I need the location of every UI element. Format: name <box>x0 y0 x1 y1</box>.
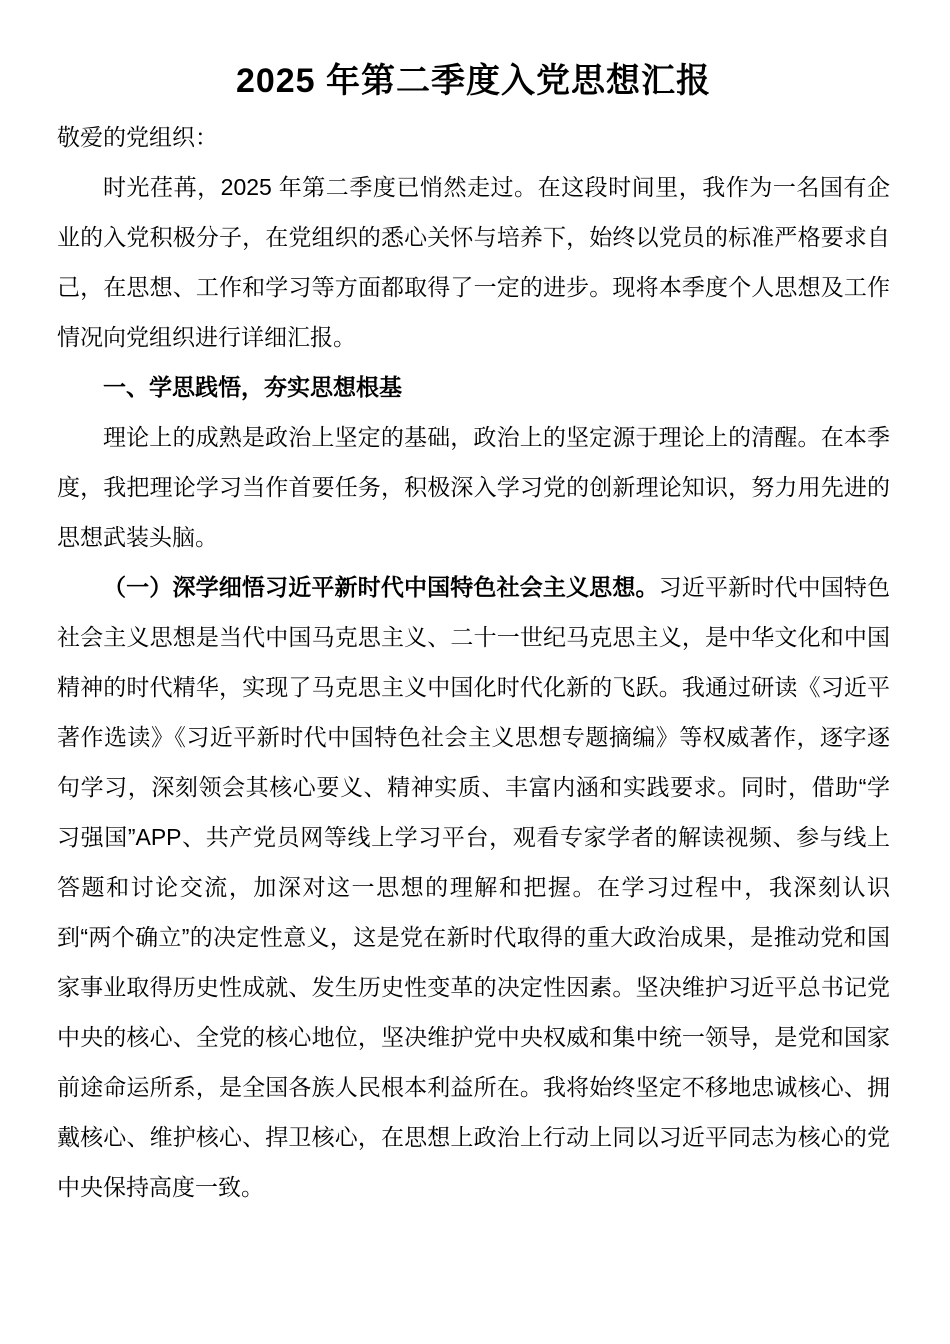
item-1-lead-text: （一）深学细悟习近平新时代中国特色社会主义思想。 <box>103 574 659 600</box>
document-title: 2025 年第二季度入党思想汇报 <box>235 62 712 100</box>
section-1-intro-paragraph: 理论上的成熟是政治上坚定的基础，政治上的坚定源于理论上的清醒。在本季度，我把理论学习当作首要任务，积极深入学习党的创新理论知识，努力用先进的思想武装头脑。 <box>57 424 890 550</box>
intro-paragraph: 时光荏苒，2025 年第二季度已悄然走过。在这段时间里，我作为一名国有企业的入党积极分子，在党组织的悉心关怀与培养下，始终以党员的标准严格要求自己，在思想、工作和学习等方面都取得了一定的进步。现将本季度个人思想及工作情况向党组织进行详细汇报。 <box>57 174 890 350</box>
section-1-heading: 一、学思践悟，夯实思想根基 <box>103 374 402 400</box>
item-1-body-text: 习近平新时代中国特色社会主义思想是当代中国马克思主义、二十一世纪马克思主义，是中华文化和中国精神的时代精华，实现了马克思主义中国化时代化新的飞跃。我通过研读《习近平著作选读》《习近平新时代中国特色社会主义思想专题摘编》等权威著作，逐字逐句学习，深刻领会其核心要义、精神实质、丰富内涵和实践要求。同时，借助“学习强国”APP、共产党员网等线上学习平台，观看专家学者的解读视频、参与线上答题和讨论交流，加深对这一思想的理解和把握。在学习过程中，我深刻认识到“两个确立”的决定性意义，这是党在新时代取得的重大政治成果，是推动党和国家事业取得历史性成就、发生历史性变革的决定性因素。坚决维护习近平总书记党中央的核心、全党的核心地位，坚决维护党中央权威和集中统一领导，是党和国家前途命运所系，是全国各族人民根本利益所在。我将始终坚定不移地忠诚核心、拥戴核心、维护核心、捍卫核心，在思想上政治上行动上同以习近平同志为核心的党中央保持高度一致。 <box>57 574 891 1200</box>
salutation-line: 敬爱的党组织： <box>57 124 218 150</box>
item-1-paragraph <box>57 562 890 1212</box>
